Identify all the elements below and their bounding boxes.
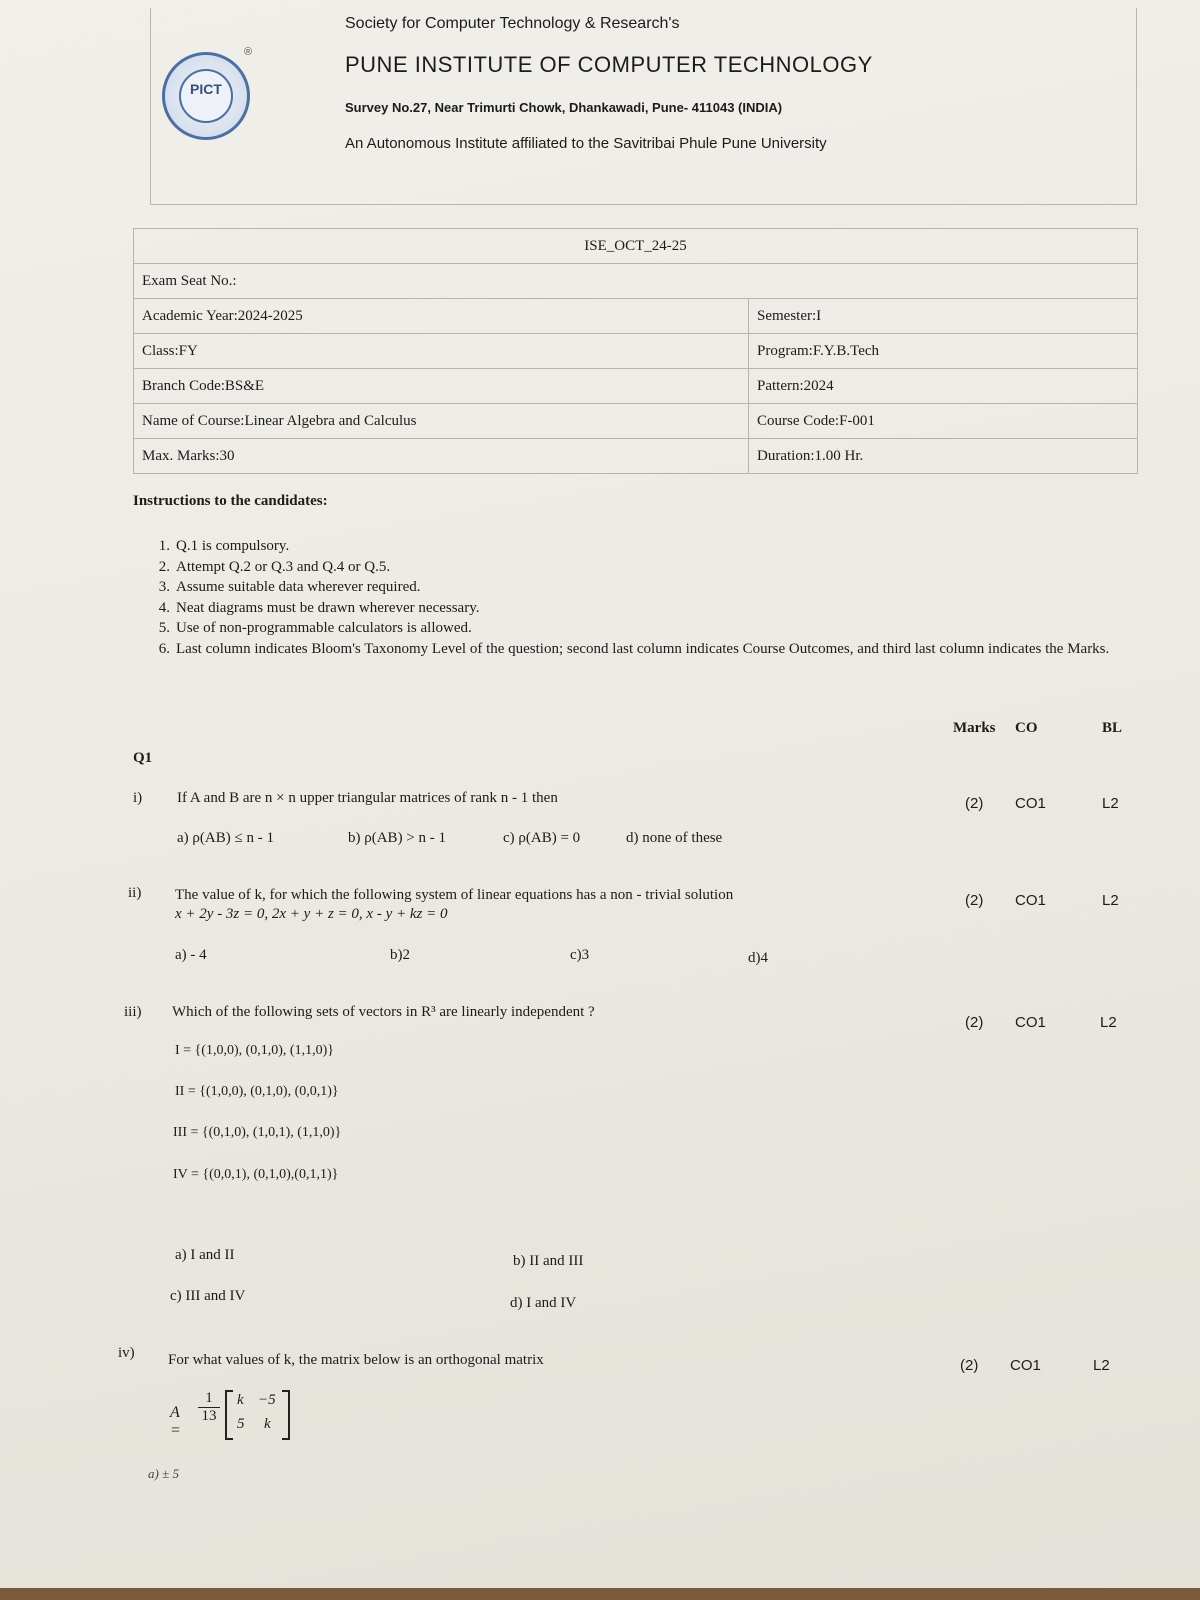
question-text: For what values of k, the matrix below is an orthogonal matrix — [168, 1352, 544, 1368]
max-marks: Max. Marks:30 — [134, 439, 749, 474]
academic-year: Academic Year:2024-2025 — [134, 299, 749, 334]
institute-name: PUNE INSTITUTE OF COMPUTER TECHNOLOGY — [345, 52, 873, 77]
table-row — [134, 264, 1138, 299]
equations: x + 2y - 3z = 0, 2x + y + z = 0, x - y + kz = 0 — [175, 906, 448, 922]
exam-code: ISE_OCT_24-25 — [134, 229, 1138, 264]
blooms-level: L2 — [1100, 1014, 1117, 1031]
marks: (2) — [960, 1357, 979, 1374]
course-outcome: CO1 — [1015, 1014, 1046, 1031]
affiliation: An Autonomous Institute affiliated to the Savitribai Phule Pune University — [345, 135, 827, 152]
course-code: Course Code:F-001 — [749, 404, 1138, 439]
question-number: iv) — [118, 1345, 135, 1361]
option: a) ρ(AB) ≤ n - 1 — [177, 830, 274, 846]
co-column-header: CO — [1015, 720, 1038, 736]
option: b) ρ(AB) > n - 1 — [348, 830, 447, 846]
matrix-lhs: A = — [170, 1404, 181, 1439]
blooms-level: L2 — [1093, 1357, 1110, 1374]
list-item: 3. Assume suitable data wherever required. — [158, 579, 421, 595]
pict-logo — [162, 52, 250, 140]
vector-set-ii: II = {(1,0,0), (0,1,0), (0,0,1)} — [175, 1084, 339, 1099]
bl-column-header: BL — [1102, 720, 1123, 736]
table-row — [134, 369, 1138, 404]
table-row — [134, 439, 1138, 474]
option: a) - 4 — [175, 947, 207, 963]
option: d)4 — [748, 950, 768, 966]
list-item: 2. Attempt Q.2 or Q.3 and Q.4 or Q.5. — [158, 558, 391, 575]
option: a) ± 5 — [148, 1466, 179, 1481]
matrix-cell: k — [237, 1392, 244, 1408]
course-outcome: CO1 — [1010, 1357, 1041, 1374]
marks: (2) — [965, 795, 984, 812]
option: d) I and IV — [510, 1295, 577, 1311]
vector-set-iv: IV = {(0,0,1), (0,1,0),(0,1,1)} — [173, 1167, 339, 1182]
list-item: 5. Use of non-programmable calculators is allowed. — [158, 620, 472, 636]
program: Program:F.Y.B.Tech — [749, 334, 1138, 369]
branch-code: Branch Code:BS&E — [134, 369, 749, 404]
instructions-title: Instructions to the candidates: — [133, 493, 328, 509]
table-row — [134, 334, 1138, 369]
exam-info-table — [133, 228, 1138, 474]
blooms-level: L2 — [1102, 795, 1119, 812]
list-item: 1. Q.1 is compulsory. — [158, 538, 290, 554]
blooms-level: L2 — [1102, 892, 1119, 909]
option: a) I and II — [175, 1247, 235, 1263]
seat-no: Exam Seat No.: — [134, 264, 1138, 299]
option: b)2 — [390, 947, 410, 963]
course-outcome: CO1 — [1015, 892, 1046, 909]
list-item: 6. Last column indicates Bloom's Taxonomy Level of the question; second last column indicates Course Outcomes, and third last column indicates the Marks. — [158, 640, 1110, 657]
course-outcome: CO1 — [1015, 795, 1046, 812]
logo-text: PICT — [190, 81, 222, 97]
vector-set-i: I = {(1,0,0), (0,1,0), (1,1,0)} — [175, 1043, 334, 1058]
registered-mark: ® — [244, 46, 253, 58]
option: c) ρ(AB) = 0 — [503, 830, 581, 846]
question-number: iii) — [124, 1004, 142, 1020]
matrix-fraction: $\frac{1}{13}$ — [198, 1390, 220, 1425]
marks: (2) — [965, 892, 984, 909]
institute-address: Survey No.27, Near Trimurti Chowk, Dhankawadi, Pune- 411043 (INDIA) — [345, 100, 783, 115]
option: c)3 — [570, 947, 590, 963]
logo-inner-ring — [179, 69, 233, 123]
matrix-cell: −5 — [258, 1392, 276, 1408]
table-row — [134, 404, 1138, 439]
question-text: The value of k, for which the following system of linear equations has a non - trivial solution — [175, 887, 734, 903]
semester: Semester:I — [749, 299, 1138, 334]
duration: Duration:1.00 Hr. — [749, 439, 1138, 474]
question-text: If A and B are n × n upper triangular matrices of rank n - 1 then — [177, 790, 558, 806]
pattern: Pattern:2024 — [749, 369, 1138, 404]
option: b) II and III — [513, 1253, 584, 1269]
left-bracket — [225, 1390, 233, 1440]
option: c) III and IV — [170, 1288, 246, 1304]
option: d) none of these — [626, 830, 723, 846]
course-name: Name of Course:Linear Algebra and Calculus — [134, 404, 749, 439]
society-name: Society for Computer Technology & Research's — [345, 15, 680, 32]
marks-column-header: Marks — [953, 720, 996, 736]
table-surface — [0, 1588, 1200, 1600]
class: Class:FY — [134, 334, 749, 369]
question-label: Q1 — [133, 750, 153, 766]
question-text: Which of the following sets of vectors in R³ are linearly independent ? — [172, 1004, 595, 1020]
matrix-cell: k — [264, 1416, 271, 1432]
marks: (2) — [965, 1014, 984, 1031]
vector-set-iii: III = {(0,1,0), (1,0,1), (1,1,0)} — [173, 1125, 342, 1140]
question-number: ii) — [128, 885, 142, 901]
list-item: 4. Neat diagrams must be drawn wherever necessary. — [158, 599, 480, 616]
instructions-list — [140, 536, 1140, 659]
matrix-cell: 5 — [237, 1416, 245, 1432]
table-row — [134, 229, 1138, 264]
right-bracket — [282, 1390, 290, 1440]
table-row — [134, 299, 1138, 334]
question-number: i) — [133, 790, 143, 806]
